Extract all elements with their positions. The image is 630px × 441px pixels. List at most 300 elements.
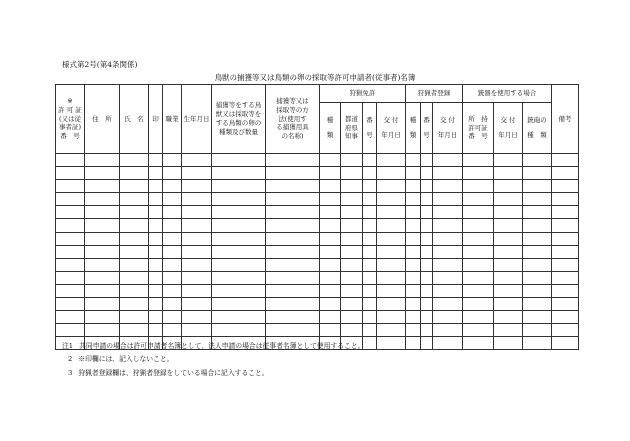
table-cell[interactable] [523,206,552,219]
table-cell[interactable] [377,311,406,324]
table-cell[interactable] [182,219,212,232]
notes [62,340,364,380]
table-cell[interactable] [363,337,377,350]
table-cell[interactable] [494,193,523,206]
table-cell[interactable] [523,284,552,297]
table-cell[interactable] [182,284,212,297]
table-cell[interactable] [120,311,149,324]
table-cell[interactable] [85,284,120,297]
table-cell[interactable] [377,193,406,206]
table-cell[interactable] [377,219,406,232]
table-cell[interactable] [433,258,463,271]
table-cell[interactable] [363,324,377,337]
table-cell[interactable] [463,154,494,167]
table-cell[interactable] [363,298,377,311]
table-cell[interactable] [523,324,552,337]
table-cell[interactable] [421,324,433,337]
table-cell[interactable] [266,271,320,284]
table-cell[interactable] [56,324,85,337]
table-cell[interactable] [494,219,523,232]
table-cell[interactable] [363,284,377,297]
header-birthdate: 生年月日 [182,85,212,154]
table-cell[interactable] [406,167,421,180]
table-cell[interactable] [85,206,120,219]
table-cell[interactable] [421,193,433,206]
table-cell[interactable] [266,193,320,206]
table-cell[interactable] [363,206,377,219]
table-cell[interactable] [552,245,579,258]
table-row [56,258,579,271]
table-cell[interactable] [552,337,579,350]
table-cell[interactable] [377,258,406,271]
table-cell[interactable] [120,193,149,206]
table-cell[interactable] [212,258,266,271]
table-cell[interactable] [523,193,552,206]
table-cell[interactable] [56,258,85,271]
table-cell[interactable] [552,258,579,271]
table-cell[interactable] [552,219,579,232]
table-cell[interactable] [182,206,212,219]
table-cell[interactable] [56,154,85,167]
table-cell[interactable] [149,180,163,193]
table-cell[interactable] [363,232,377,245]
table-cell[interactable] [85,180,120,193]
table-cell[interactable] [463,167,494,180]
table-cell[interactable] [341,167,363,180]
table-cell[interactable] [406,180,421,193]
table-cell[interactable] [377,337,406,350]
table-cell[interactable] [463,311,494,324]
table-cell[interactable] [182,258,212,271]
table-cell[interactable] [120,258,149,271]
header-occupation: 職業 [163,85,182,154]
table-cell[interactable] [421,206,433,219]
table-cell[interactable] [433,298,463,311]
table-cell[interactable] [377,180,406,193]
table-cell[interactable] [433,232,463,245]
table-cell[interactable] [120,219,149,232]
table-cell[interactable] [266,298,320,311]
table-cell[interactable] [212,311,266,324]
table-cell[interactable] [421,245,433,258]
table-cell[interactable] [552,284,579,297]
table-cell[interactable] [212,180,266,193]
table-cell[interactable] [266,284,320,297]
table-cell[interactable] [523,271,552,284]
table-cell[interactable] [56,245,85,258]
table-cell[interactable] [377,298,406,311]
table-cell[interactable] [212,219,266,232]
document-title: 鳥獣の捕獲等又は鳥類の卵の採取等許可申請者(従事者)名簿 [214,73,416,82]
table-cell[interactable] [266,167,320,180]
table-cell[interactable] [341,284,363,297]
table-cell[interactable] [494,324,523,337]
table-cell[interactable] [85,324,120,337]
table-cell[interactable] [494,167,523,180]
table-cell[interactable] [463,284,494,297]
table-cell[interactable] [523,154,552,167]
table-cell[interactable] [523,245,552,258]
table-cell[interactable] [163,324,182,337]
table-cell[interactable] [552,271,579,284]
table-cell[interactable] [85,154,120,167]
table-cell[interactable] [182,232,212,245]
table-cell[interactable] [163,193,182,206]
table-cell[interactable] [320,271,341,284]
table-cell[interactable] [182,298,212,311]
table-cell[interactable] [149,206,163,219]
table-cell[interactable] [421,232,433,245]
table-cell[interactable] [56,219,85,232]
table-cell[interactable] [120,232,149,245]
table-cell[interactable] [212,271,266,284]
table-cell[interactable] [182,193,212,206]
table-cell[interactable] [421,258,433,271]
table-cell[interactable] [266,232,320,245]
header-species: 捕獲等をする鳥 獣又は採取等を する鳥類の卵の 種類及び数量 [212,85,266,154]
table-cell[interactable] [433,167,463,180]
table-cell[interactable] [421,167,433,180]
table-cell[interactable] [266,180,320,193]
table-cell[interactable] [149,232,163,245]
table-cell[interactable] [163,154,182,167]
table-cell[interactable] [552,206,579,219]
table-cell[interactable] [421,180,433,193]
table-cell[interactable] [320,298,341,311]
table-cell[interactable] [149,324,163,337]
table-cell[interactable] [463,298,494,311]
table-cell[interactable] [149,258,163,271]
table-cell[interactable] [163,258,182,271]
table-cell[interactable] [433,311,463,324]
table-cell[interactable] [182,271,212,284]
table-cell[interactable] [463,324,494,337]
table-cell[interactable] [320,206,341,219]
table-cell[interactable] [163,219,182,232]
table-cell[interactable] [341,298,363,311]
table-cell[interactable] [494,311,523,324]
table-cell[interactable] [266,206,320,219]
note-3: 3 狩猟者登録欄は、狩猟者登録をしている場合に記入すること。 [68,368,269,377]
table-cell[interactable] [433,245,463,258]
table-cell[interactable] [163,311,182,324]
table-cell[interactable] [523,298,552,311]
table-row [56,311,579,324]
header-registration-kind: 種 類 [406,103,421,154]
table-cell[interactable] [363,311,377,324]
table-cell[interactable] [433,219,463,232]
table-cell[interactable] [433,337,463,350]
table-cell[interactable] [433,271,463,284]
table-cell[interactable] [341,271,363,284]
table-cell[interactable] [341,258,363,271]
header-name: 氏 名 [120,85,149,154]
table-row [56,206,579,219]
table-cell[interactable] [433,284,463,297]
table-cell[interactable] [212,206,266,219]
table-cell[interactable] [56,232,85,245]
table-cell[interactable] [463,206,494,219]
table-cell[interactable] [163,271,182,284]
table-cell[interactable] [56,284,85,297]
table-cell[interactable] [120,154,149,167]
table-cell[interactable] [377,284,406,297]
table-cell[interactable] [320,154,341,167]
table-cell[interactable] [182,167,212,180]
table-cell[interactable] [212,245,266,258]
table-cell[interactable] [163,167,182,180]
note-1: 注1 共同申請の場合は許可申請者名簿として、法人申請の場合は従事者名簿として使用すること。 [62,342,365,350]
table-cell[interactable] [320,219,341,232]
table-cell[interactable] [523,258,552,271]
table-cell[interactable] [494,298,523,311]
table-cell[interactable] [182,180,212,193]
table-cell[interactable] [421,311,433,324]
table-row [56,245,579,258]
header-seal: 印 [149,85,163,154]
table-cell[interactable] [463,245,494,258]
table-cell[interactable] [552,167,579,180]
table-cell[interactable] [149,219,163,232]
table-cell[interactable] [56,271,85,284]
table-cell[interactable] [363,193,377,206]
table-cell[interactable] [85,193,120,206]
table-cell[interactable] [149,311,163,324]
table-cell[interactable] [463,271,494,284]
table-cell[interactable] [320,167,341,180]
table-cell[interactable] [320,232,341,245]
table-cell[interactable] [406,219,421,232]
table-cell[interactable] [341,232,363,245]
table-cell[interactable] [341,180,363,193]
table-row [56,298,579,311]
table-cell[interactable] [163,298,182,311]
table-cell[interactable] [552,193,579,206]
table-cell[interactable] [320,245,341,258]
table-cell[interactable] [85,167,120,180]
table-cell[interactable] [433,193,463,206]
table-cell[interactable] [163,284,182,297]
table-cell[interactable] [266,324,320,337]
table-cell[interactable] [406,232,421,245]
table-cell[interactable] [494,337,523,350]
table-cell[interactable] [406,337,421,350]
table-cell[interactable] [494,271,523,284]
table-cell[interactable] [433,206,463,219]
table-cell[interactable] [266,311,320,324]
table-cell[interactable] [377,245,406,258]
table-cell[interactable] [463,337,494,350]
table-cell[interactable] [85,311,120,324]
table-cell[interactable] [149,193,163,206]
table-cell[interactable] [212,167,266,180]
table-cell[interactable] [163,180,182,193]
table-cell[interactable] [320,311,341,324]
table-cell[interactable] [377,232,406,245]
table-cell[interactable] [552,232,579,245]
table-cell[interactable] [523,311,552,324]
table-cell[interactable] [182,311,212,324]
table-row [56,219,579,232]
table-cell[interactable] [463,258,494,271]
table-cell[interactable] [149,154,163,167]
table-cell[interactable] [494,284,523,297]
table-cell[interactable] [56,298,85,311]
table-cell[interactable] [212,154,266,167]
table-cell[interactable] [406,298,421,311]
table-cell[interactable] [266,245,320,258]
table-cell[interactable] [120,206,149,219]
table-cell[interactable] [377,154,406,167]
header-remarks: 備考 [552,85,579,154]
table-cell[interactable] [494,206,523,219]
table-cell[interactable] [320,193,341,206]
table-cell[interactable] [320,324,341,337]
header-registration-issue-date: 交 付 年月日 [433,103,463,154]
table-cell[interactable] [149,167,163,180]
table-cell[interactable] [433,154,463,167]
table-cell[interactable] [212,298,266,311]
table-cell[interactable] [85,258,120,271]
table-cell[interactable] [85,298,120,311]
table-cell[interactable] [552,311,579,324]
table-cell[interactable] [266,258,320,271]
table-cell[interactable] [406,271,421,284]
table-cell[interactable] [377,167,406,180]
table-cell[interactable] [494,232,523,245]
table-cell[interactable] [320,284,341,297]
table-cell[interactable] [85,245,120,258]
table-cell[interactable] [163,206,182,219]
header-firearms: 銃器を使用する場合 [463,85,552,103]
table-cell[interactable] [320,180,341,193]
table-cell[interactable] [406,193,421,206]
table-cell[interactable] [266,219,320,232]
table-cell[interactable] [363,219,377,232]
table-cell[interactable] [212,193,266,206]
table-cell[interactable] [56,193,85,206]
table-cell[interactable] [363,245,377,258]
table-cell[interactable] [463,180,494,193]
table-cell[interactable] [406,311,421,324]
table-cell[interactable] [363,167,377,180]
table-cell[interactable] [341,154,363,167]
table-cell[interactable] [149,298,163,311]
table-cell[interactable] [363,180,377,193]
table-cell[interactable] [182,154,212,167]
table-cell[interactable] [212,324,266,337]
table-cell[interactable] [552,180,579,193]
table-cell[interactable] [433,324,463,337]
table-cell[interactable] [523,180,552,193]
table-cell[interactable] [120,298,149,311]
table-cell[interactable] [406,284,421,297]
table-cell[interactable] [341,324,363,337]
table-cell[interactable] [149,271,163,284]
table-cell[interactable] [463,219,494,232]
table-cell[interactable] [406,154,421,167]
table-cell[interactable] [363,271,377,284]
header-firearm-permit-number: 所 持 許可証 番 号 [463,103,494,154]
table-cell[interactable] [363,154,377,167]
table-cell[interactable] [341,245,363,258]
table-cell[interactable] [421,219,433,232]
table-cell[interactable] [463,232,494,245]
table-cell[interactable] [85,271,120,284]
table-cell[interactable] [421,284,433,297]
table-cell[interactable] [120,324,149,337]
header-registration-number: 番 号 [421,103,433,154]
table-cell[interactable] [163,245,182,258]
header-hunting-license: 狩猟免許 [320,85,406,103]
table-cell[interactable] [406,258,421,271]
table-cell[interactable] [120,271,149,284]
table-cell[interactable] [421,298,433,311]
table-cell[interactable] [212,232,266,245]
table-cell[interactable] [266,154,320,167]
header-gun-type: 銃砲の 種 類 [523,103,552,154]
table-cell[interactable] [406,206,421,219]
table-cell[interactable] [523,337,552,350]
table-cell[interactable] [463,193,494,206]
form-number: 様式第2号(第4条関係) [62,60,138,69]
table-cell[interactable] [120,180,149,193]
table-cell[interactable] [377,324,406,337]
table-cell[interactable] [56,180,85,193]
table-cell[interactable] [149,245,163,258]
table-cell[interactable] [320,258,341,271]
table-cell[interactable] [523,219,552,232]
table-cell[interactable] [421,271,433,284]
table-cell[interactable] [377,206,406,219]
table-cell[interactable] [406,245,421,258]
table-cell[interactable] [56,311,85,324]
table-cell[interactable] [523,232,552,245]
table-cell[interactable] [341,219,363,232]
table-cell[interactable] [182,324,212,337]
table-cell[interactable] [341,206,363,219]
table-cell[interactable] [552,298,579,311]
table-cell[interactable] [120,245,149,258]
table-cell[interactable] [494,245,523,258]
table-cell[interactable] [182,245,212,258]
table-cell[interactable] [120,167,149,180]
table-cell[interactable] [341,193,363,206]
table-cell[interactable] [421,337,433,350]
table-row [56,324,579,337]
table-cell[interactable] [421,154,433,167]
table-cell[interactable] [494,258,523,271]
table-cell[interactable] [163,232,182,245]
table-cell[interactable] [494,154,523,167]
table-cell[interactable] [406,324,421,337]
table-cell[interactable] [433,180,463,193]
table-cell[interactable] [212,284,266,297]
table-cell[interactable] [56,167,85,180]
table-cell[interactable] [377,271,406,284]
table-cell[interactable] [494,180,523,193]
table-cell[interactable] [523,167,552,180]
table-cell[interactable] [149,284,163,297]
table-cell[interactable] [56,206,85,219]
table-cell[interactable] [120,284,149,297]
table-cell[interactable] [85,219,120,232]
table-cell[interactable] [552,154,579,167]
table-cell[interactable] [552,324,579,337]
table-cell[interactable] [85,232,120,245]
table-cell[interactable] [363,258,377,271]
table-cell[interactable] [341,311,363,324]
